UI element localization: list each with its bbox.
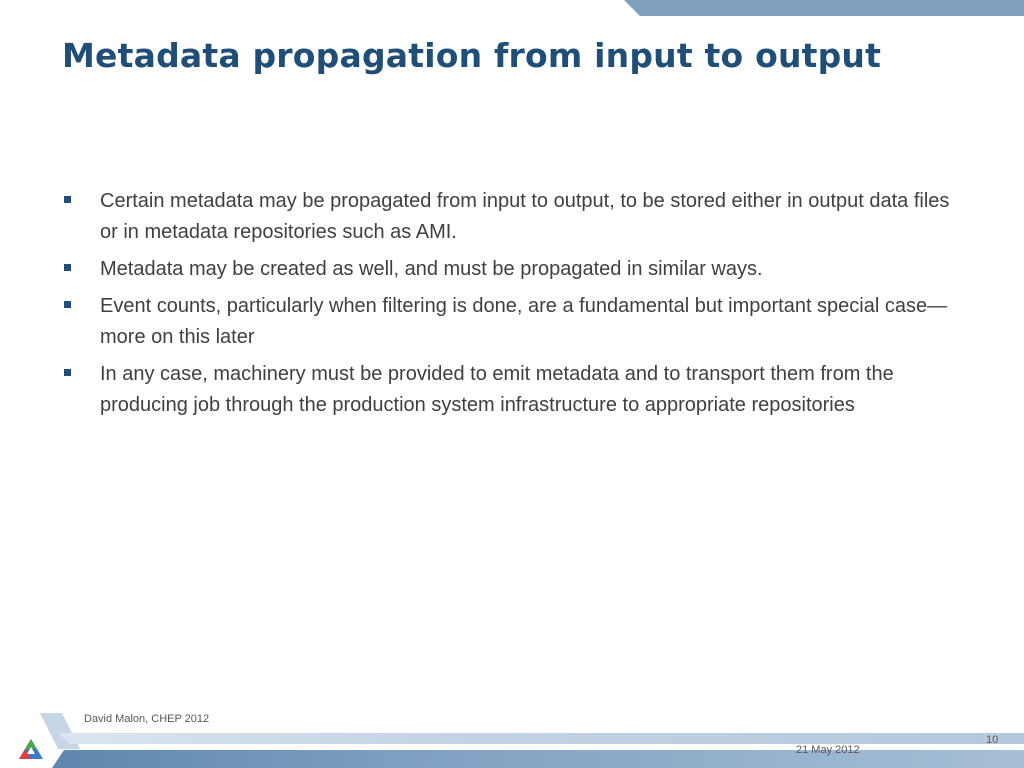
bullet-text: In any case, machinery must be provided to emit metadata and to transport them from the producing job through the production system infrastructure to appropriate repositories <box>100 363 894 416</box>
square-bullet-icon <box>64 301 71 308</box>
bullet-text: Metadata may be created as well, and must be propagated in similar ways. <box>100 258 763 280</box>
bullet-text: Event counts, particularly when filtering is done, are a fundamental but important special case—more on this later <box>100 295 948 348</box>
square-bullet-icon <box>64 369 71 376</box>
slide-title: Metadata propagation from input to output <box>62 36 882 75</box>
bullet-item <box>62 254 962 285</box>
square-bullet-icon <box>64 264 71 271</box>
footer-author: David Malon, CHEP 2012 <box>84 713 210 725</box>
footer-band-dark <box>52 750 1024 768</box>
triangle-logo-icon <box>18 738 44 760</box>
bullet-item <box>62 359 962 421</box>
page-number: 10 <box>986 734 999 746</box>
bullet-text: Certain metadata may be propagated from input to output, to be stored either in output data files or in metadata repositories such as AMI. <box>100 190 950 243</box>
bullet-list <box>62 186 962 427</box>
footer-date: 21 May 2012 <box>796 744 860 756</box>
top-accent-band <box>624 0 1024 16</box>
footer-band-light <box>58 733 1024 744</box>
bullet-item <box>62 291 962 353</box>
bullet-item <box>62 186 962 248</box>
square-bullet-icon <box>64 196 71 203</box>
